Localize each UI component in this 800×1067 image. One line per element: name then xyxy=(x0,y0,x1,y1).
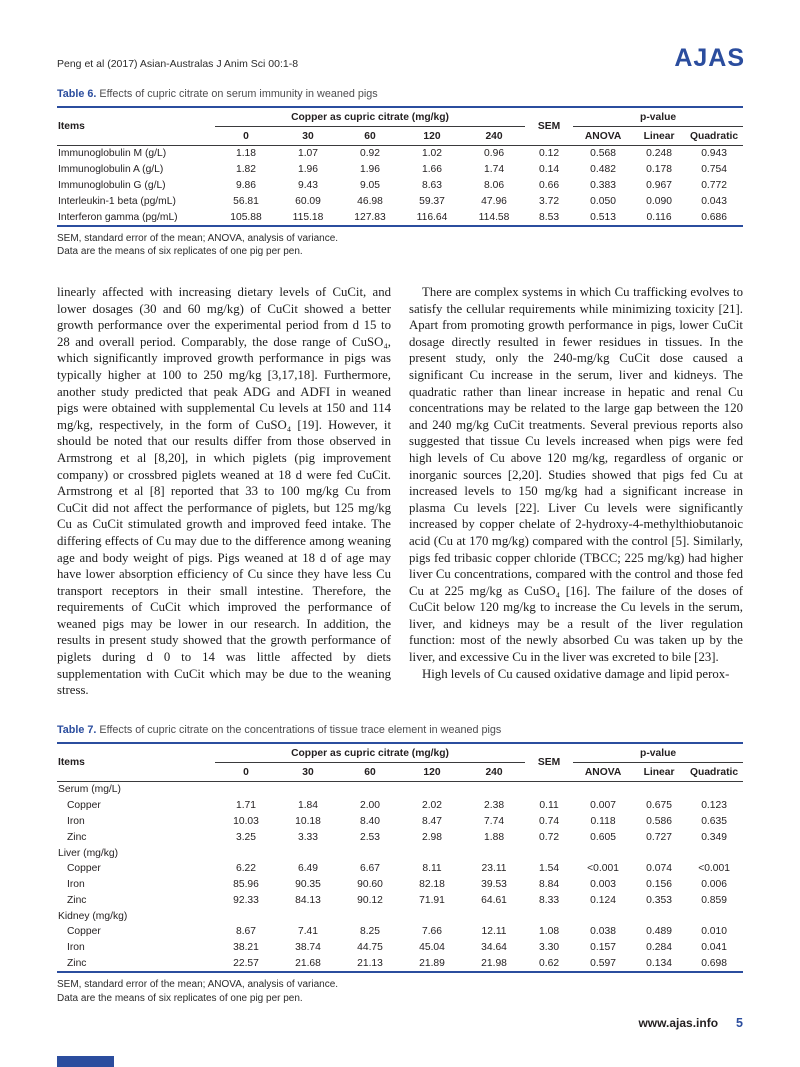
table-row xyxy=(57,861,743,877)
table-cell: 0.62 xyxy=(539,957,560,969)
table7-caption xyxy=(57,724,743,736)
table-cell: 1.08 xyxy=(539,926,560,938)
table-cell: 1.54 xyxy=(539,863,560,875)
table-cell: 10.18 xyxy=(295,815,321,827)
column-header-dose-0: 0 xyxy=(215,763,277,782)
table-cell: 0.041 xyxy=(701,942,727,954)
table-cell: 34.64 xyxy=(481,942,507,954)
table-cell: 21.13 xyxy=(357,957,383,969)
table-cell: 9.86 xyxy=(235,179,257,191)
table-cell: 8.67 xyxy=(235,926,257,938)
running-head-citation: Peng et al (2017) Asian-Australas J Anim Sci 00:1-8 xyxy=(57,58,299,70)
footnote-line: Data are the means of six replicates of one pig per pen. xyxy=(57,246,303,258)
row-item-label: Copper xyxy=(67,926,101,938)
table-cell: 9.43 xyxy=(297,179,319,191)
table-row xyxy=(57,146,743,162)
table-cell: 0.12 xyxy=(539,148,560,160)
article-body xyxy=(57,284,743,699)
table-cell: 38.21 xyxy=(233,942,259,954)
table-cell: 0.96 xyxy=(484,148,505,160)
table-cell: 0.727 xyxy=(646,831,672,843)
body-paragraph: High levels of Cu caused oxidative damage and lipid perox- xyxy=(422,666,730,681)
column-header-dose-30: 30 xyxy=(277,763,339,782)
table-cell: 6.67 xyxy=(359,863,381,875)
table-cell: 6.49 xyxy=(297,863,319,875)
table-cell: 8.40 xyxy=(359,815,381,827)
table-cell: 0.007 xyxy=(590,800,616,812)
table-cell: 7.74 xyxy=(484,815,505,827)
table-row xyxy=(57,829,743,845)
table-cell: 0.686 xyxy=(701,211,727,223)
table-row xyxy=(57,940,743,956)
table-cell: 0.050 xyxy=(590,195,616,207)
table-cell: 114.58 xyxy=(478,211,510,223)
column-header-sem: SEM xyxy=(525,743,573,782)
row-item-label: Copper xyxy=(67,800,101,812)
table6-body xyxy=(57,146,743,226)
table-cell: 21.89 xyxy=(419,957,445,969)
table-cell: 92.33 xyxy=(233,894,259,906)
table-section-row xyxy=(57,908,743,924)
table-cell: 8.47 xyxy=(421,815,443,827)
table-cell: 1.84 xyxy=(297,800,319,812)
table-cell: 0.754 xyxy=(701,164,727,176)
table-cell: 3.30 xyxy=(539,942,560,954)
table-cell: 0.349 xyxy=(701,831,727,843)
column-header-dose-30: 30 xyxy=(277,127,339,146)
column-header-anova: ANOVA xyxy=(573,127,633,146)
body-column-right xyxy=(409,284,743,699)
table6-header xyxy=(57,107,743,146)
table-cell: 23.11 xyxy=(481,863,507,875)
table-cell: 39.53 xyxy=(481,879,507,891)
table-cell: 1.71 xyxy=(235,800,257,812)
table6 xyxy=(57,106,743,227)
table-row xyxy=(57,814,743,830)
row-item-label: Copper xyxy=(67,863,101,875)
table-cell: 90.60 xyxy=(357,879,383,891)
table-cell: 0.92 xyxy=(359,148,381,160)
table-cell: 116.64 xyxy=(416,211,448,223)
table-cell: 0.482 xyxy=(590,164,616,176)
column-group-copper-dose: Copper as cupric citrate (mg/kg) xyxy=(215,743,525,763)
table7-footnotes xyxy=(57,978,743,1005)
page-number: 5 xyxy=(736,1016,743,1030)
table-cell: 0.123 xyxy=(701,800,727,812)
table-cell: 90.12 xyxy=(357,894,383,906)
table-cell: 0.157 xyxy=(590,942,616,954)
table-cell: 44.75 xyxy=(357,942,383,954)
table-cell: 8.25 xyxy=(359,926,381,938)
journal-website: www.ajas.info xyxy=(638,1016,719,1030)
table-cell: 0.66 xyxy=(539,179,560,191)
table-cell: 0.943 xyxy=(701,148,727,160)
table-cell: 84.13 xyxy=(295,894,321,906)
table-cell: 0.11 xyxy=(539,800,559,812)
row-item-label: Immunoglobulin M (g/L) xyxy=(58,148,167,160)
column-header-dose-120: 120 xyxy=(401,127,463,146)
table-cell: 2.98 xyxy=(421,831,443,843)
column-header-dose-0: 0 xyxy=(215,127,277,146)
footnote-line: SEM, standard error of the mean; ANOVA, analysis of variance. xyxy=(57,979,339,991)
table-row xyxy=(57,178,743,194)
table-cell: 2.00 xyxy=(359,800,381,812)
footnote-line: Data are the means of six replicates of one pig per pen. xyxy=(57,992,303,1004)
table-cell: 6.22 xyxy=(235,863,257,875)
table-cell: 60.09 xyxy=(295,195,321,207)
table-cell: 115.18 xyxy=(292,211,324,223)
table-cell: 1.18 xyxy=(235,148,257,160)
column-group-pvalue: p-value xyxy=(573,743,743,763)
body-paragraph: linearly affected with increasing dietary levels of CuCit, and lower dosages (30 and 60 mg/kg) of CuCit showed a better growth performance over the experimental period from d 15 to 28 and overall period. Comparably, the dose range of CuSO₄, which significantly improved growth performance in pigs was typically higher at 100 to 250 mg/kg [3,17,18]. Furthermore, another study predicted that peak ADG and ADFI in weaned pigs were obtained with supplemental Cu levels at 150 and 114 mg/kg, respectively, in the form of CuSO₄ [19]. However, it should be noted that our results differ from those observed in Armstrong et al [8,20], in which piglets (pig improvement company) or crossbred piglets weaned at 18 d were fed CuCit. Armstrong et al [8] reported that 33 to 100 mg/kg Cu from CuCit did not affect the performance of piglets, but 125 mg/kg Cu as CuCit stimulated growth and improved feed intake. The differing effects of Cu may due to the difference among weaning age and body weight of pigs. Pigs weaned at 18 d of age may have lower absorption efficiency of Cu since they have less Cu transport receptors in their small intestine. Therefore, the requirements of CuCit which improved the performance of weaned pigs may be lower in our research. In addition, the results in present study showed that the growth performance of piglets during d 0 to 14 was little affected by diets supplementation with CuCit which may be due to the weaning stress. xyxy=(57,285,391,698)
table-cell: 3.33 xyxy=(297,831,319,843)
table-cell: 59.37 xyxy=(419,195,445,207)
table-row xyxy=(57,193,743,209)
column-header-dose-60: 60 xyxy=(339,127,401,146)
column-header-dose-60: 60 xyxy=(339,763,401,782)
column-header-quadratic: Quadratic xyxy=(685,763,743,782)
table-cell: 46.98 xyxy=(357,195,383,207)
table-cell: 7.41 xyxy=(297,926,319,938)
table-cell: 0.675 xyxy=(646,800,672,812)
body-paragraph: There are complex systems in which Cu trafficking evolves to satisfy the cellular requirements while minimizing toxicity [21]. Apart from promoting growth performance in pigs, lower CuCit dosage directly resulted in fewer residues in tissues. In the present study, only the 240-mg/kg CuCit dose caused a significant Cu increase in the serum, liver and kidneys. The quadratic rather than linear increase in hepatic and renal Cu concentrations may be related to the large gap between the 120 and 240 mg/kg CuCit treatments. Several previous reports also suggested that tissue Cu levels increased when pigs were fed high levels of Cu above 120 mg/kg, regardless of organic or inorganic sources [2,20]. Studies showed that pigs fed Cu at increased levels to 150 mg/kg had a significant increase in plasma Cu levels [22]. Liver Cu levels were significantly increased by copper chelate of 2-hydroxy-4-methylthiobutanoic acid (Cu at 170 mg/kg) compared with the control [5]. Similarly, pigs fed tribasic copper chloride (TBCC; 225 mg/kg) had higher liver Cu concentrations, compared with the control and those fed Cu at 225 mg/kg as CuSO₄ [16]. The failure of the doses of CuCit below 120 mg/kg to increase the Cu levels in the serum, liver, and kidneys may be a result of the liver regulation function: most of the newly absorbed Cu was taken up by the liver, and excessive Cu in the liver was excreted to bile [23]. xyxy=(409,285,743,665)
footer-accent-bar xyxy=(57,1056,114,1067)
table-cell: 0.038 xyxy=(590,926,616,938)
table7-section xyxy=(57,724,743,1005)
table-row xyxy=(57,956,743,973)
table-cell: 0.006 xyxy=(701,879,727,891)
row-item-label: Interferon gamma (pg/mL) xyxy=(58,211,178,223)
table-cell: 1.07 xyxy=(297,148,319,160)
table6-caption-text: Effects of cupric citrate on serum immunity in weaned pigs xyxy=(99,88,378,100)
table-cell: 2.53 xyxy=(359,831,381,843)
table-cell: 22.57 xyxy=(233,957,259,969)
table-row xyxy=(57,209,743,226)
table-cell: 0.178 xyxy=(646,164,672,176)
table-cell: 127.83 xyxy=(354,211,386,223)
table-cell: <0.001 xyxy=(698,863,730,875)
column-header-linear: Linear xyxy=(633,763,685,782)
table-section-row xyxy=(57,845,743,861)
table-cell: 7.66 xyxy=(421,926,443,938)
table-row xyxy=(57,877,743,893)
table-cell: 9.05 xyxy=(359,179,381,191)
table-cell: 1.74 xyxy=(484,164,505,176)
table-cell: 0.772 xyxy=(701,179,727,191)
table-cell: 0.489 xyxy=(646,926,672,938)
table-cell: 0.010 xyxy=(701,926,727,938)
table-cell: 47.96 xyxy=(481,195,507,207)
table-row xyxy=(57,162,743,178)
page-header xyxy=(57,44,745,73)
table-row xyxy=(57,798,743,814)
table-cell: 105.88 xyxy=(230,211,262,223)
row-section-label: Kidney (mg/kg) xyxy=(58,910,128,922)
table-cell: 0.383 xyxy=(590,179,616,191)
table-cell: 0.156 xyxy=(646,879,672,891)
table-cell: 1.66 xyxy=(421,164,443,176)
table-cell: 21.98 xyxy=(481,957,507,969)
table-cell: 56.81 xyxy=(233,195,259,207)
table-cell: 8.33 xyxy=(539,894,560,906)
table-cell: 10.03 xyxy=(233,815,259,827)
table-cell: 0.043 xyxy=(701,195,727,207)
row-item-label: Immunoglobulin A (g/L) xyxy=(58,164,164,176)
table-cell: 0.118 xyxy=(590,815,616,827)
table-cell: 0.248 xyxy=(646,148,672,160)
table7-header xyxy=(57,743,743,782)
table-cell: 90.35 xyxy=(295,879,321,891)
table-cell: 2.38 xyxy=(484,800,505,812)
table-cell: 8.53 xyxy=(539,211,560,223)
table7-label: Table 7. xyxy=(57,724,97,736)
table-cell: 1.02 xyxy=(421,148,443,160)
table-cell: 0.586 xyxy=(646,815,672,827)
table-cell: 0.859 xyxy=(701,894,727,906)
table-cell: 0.284 xyxy=(646,942,672,954)
table-cell: 0.353 xyxy=(646,894,672,906)
table-cell: 0.134 xyxy=(646,957,672,969)
footnote-line: SEM, standard error of the mean; ANOVA, analysis of variance. xyxy=(57,232,339,244)
table-section-row xyxy=(57,782,743,798)
table-cell: 1.88 xyxy=(484,831,505,843)
row-section-label: Liver (mg/kg) xyxy=(58,847,119,859)
page-footer xyxy=(638,1016,743,1030)
table-cell: 0.605 xyxy=(590,831,616,843)
table-cell: 1.96 xyxy=(297,164,319,176)
table-cell: 0.003 xyxy=(590,879,616,891)
table-cell: 0.597 xyxy=(590,957,616,969)
table-cell: 0.74 xyxy=(539,815,560,827)
row-item-label: Zinc xyxy=(67,894,87,906)
table6-footnotes xyxy=(57,232,743,259)
table-row xyxy=(57,892,743,908)
table-cell: 0.698 xyxy=(701,957,727,969)
table-cell: 3.25 xyxy=(235,831,257,843)
table-cell: 1.82 xyxy=(235,164,257,176)
table-cell: 21.68 xyxy=(295,957,321,969)
table-cell: 82.18 xyxy=(419,879,445,891)
table-cell: 0.116 xyxy=(646,211,672,223)
column-header-items: Items xyxy=(57,743,215,782)
table7-body xyxy=(57,782,743,973)
table-cell: 12.11 xyxy=(481,926,507,938)
row-item-label: Zinc xyxy=(67,831,87,843)
table-cell: 2.02 xyxy=(421,800,443,812)
column-header-anova: ANOVA xyxy=(573,763,633,782)
row-item-label: Interleukin-1 beta (pg/mL) xyxy=(58,195,176,207)
table6-section xyxy=(57,88,743,259)
table6-label: Table 6. xyxy=(57,88,97,100)
table-cell: 0.568 xyxy=(590,148,616,160)
table-cell: 0.635 xyxy=(701,815,727,827)
table-cell: 64.61 xyxy=(481,894,507,906)
column-header-dose-240: 240 xyxy=(463,127,525,146)
table7 xyxy=(57,742,743,973)
column-header-items: Items xyxy=(57,107,215,146)
table-cell: <0.001 xyxy=(587,863,619,875)
column-header-sem: SEM xyxy=(525,107,573,146)
table-cell: 0.967 xyxy=(646,179,672,191)
table7-caption-text: Effects of cupric citrate on the concentrations of tissue trace element in weaned pigs xyxy=(99,724,502,736)
table-cell: 0.074 xyxy=(646,863,672,875)
table-cell: 0.14 xyxy=(539,164,560,176)
column-group-pvalue: p-value xyxy=(573,107,743,127)
column-header-quadratic: Quadratic xyxy=(685,127,743,146)
table-cell: 71.91 xyxy=(419,894,445,906)
column-header-dose-120: 120 xyxy=(401,763,463,782)
table-cell: 1.96 xyxy=(359,164,381,176)
body-column-left xyxy=(57,284,391,699)
table-cell: 8.06 xyxy=(484,179,505,191)
table-cell: 0.72 xyxy=(539,831,560,843)
row-item-label: Iron xyxy=(67,942,85,954)
table-cell: 0.124 xyxy=(590,894,616,906)
table-cell: 85.96 xyxy=(233,879,259,891)
table-cell: 0.090 xyxy=(646,195,672,207)
row-section-label: Serum (mg/L) xyxy=(58,784,121,796)
table-cell: 8.11 xyxy=(422,863,442,875)
column-header-dose-240: 240 xyxy=(463,763,525,782)
table-cell: 8.84 xyxy=(539,879,560,891)
row-item-label: Iron xyxy=(67,879,85,891)
row-item-label: Iron xyxy=(67,815,85,827)
table-cell: 0.513 xyxy=(590,211,616,223)
table-row xyxy=(57,924,743,940)
table-cell: 8.63 xyxy=(421,179,443,191)
journal-logo: AJAS xyxy=(674,44,745,72)
column-header-linear: Linear xyxy=(633,127,685,146)
row-item-label: Zinc xyxy=(67,957,87,969)
table-cell: 45.04 xyxy=(419,942,445,954)
table-cell: 38.74 xyxy=(295,942,321,954)
row-item-label: Immunoglobulin G (g/L) xyxy=(58,179,166,191)
table-cell: 3.72 xyxy=(539,195,560,207)
column-group-copper-dose: Copper as cupric citrate (mg/kg) xyxy=(215,107,525,127)
table6-caption xyxy=(57,88,743,100)
